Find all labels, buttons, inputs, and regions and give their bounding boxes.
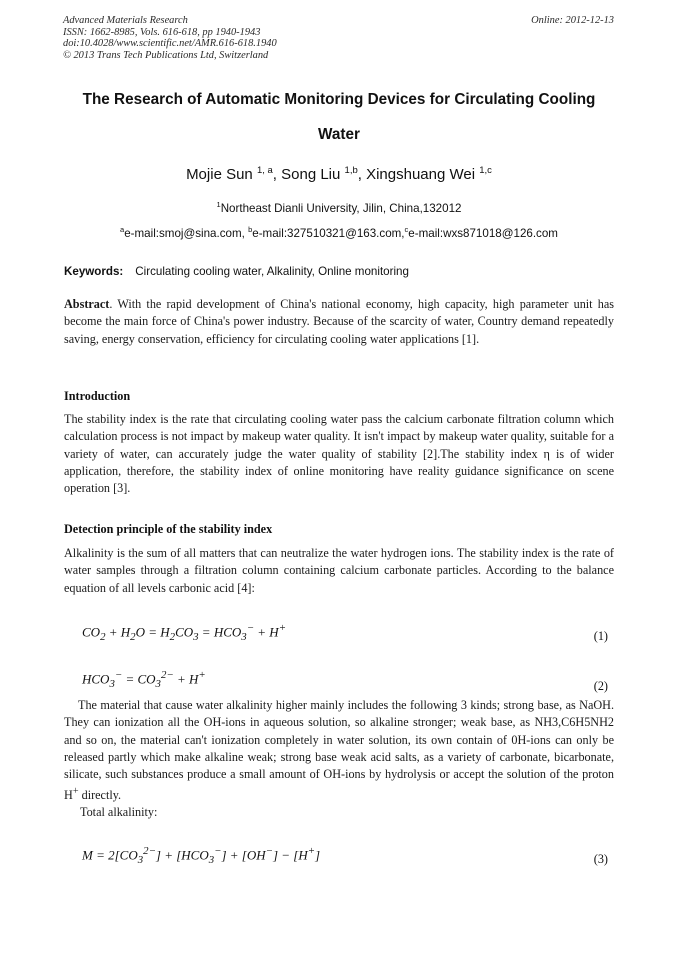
equation-1-number: (1) (593, 629, 608, 643)
author-name: Song Liu (281, 166, 341, 183)
copyright-line: © 2013 Trans Tech Publications Ltd, Switzerland (63, 49, 269, 61)
abstract (64, 296, 614, 348)
author-affil-mark: 1,c (479, 165, 492, 176)
issn-line: ISSN: 1662-8985, Vols. 616-618, pp 1940-1943 (63, 26, 261, 38)
equation-2: $HCO_3^- = CO_3^{2-} + H^+$ (82, 669, 206, 690)
email-mark: a (120, 225, 125, 234)
total-alkalinity-label: Total alkalinity: (80, 805, 158, 819)
affiliation (40, 202, 638, 215)
alkalinity-materials-paragraph (64, 697, 614, 805)
author-affil-mark: 1, a (256, 165, 273, 176)
materials-text-end: directly. (78, 788, 122, 803)
email-link[interactable]: e-mail:wxs871018@126.com (408, 227, 558, 240)
author-list: Mojie Sun $^{1, a}$, Song Liu $^{1,b}$, Xingshuang Wei $^{1,c}$ (186, 165, 492, 183)
keywords (64, 265, 624, 278)
email-mark: b (248, 225, 253, 234)
section-heading-detection: Detection principle of the stability index (64, 522, 273, 536)
equation-3-number: (3) (593, 852, 608, 866)
journal-name: Advanced Materials Research (63, 15, 188, 26)
paper-title-line1: The Research of Automatic Monitoring Devices for Circulating Cooling (82, 91, 596, 108)
online-date: Online: 2012-12-13 (531, 15, 614, 26)
materials-text: The material that cause water alkalinity higher mainly includes the following 3 kinds; strong base, as NaOH. They can ionization all the OH-ions in aqueous solution, so alkaline stronger; weak base, as NH3,C6H5NH2 and so on, the material can't ionization completely in water solution, its own contain of 0H-ions can only be released partly which make alkaline weak; strong base weak acid salts, as a variety of carbonate, bicarbonate, silicate, such substances produce a small amount of OH-ions by hydrolysis or accept the solution of the proton H (64, 698, 614, 803)
detection-paragraph: Alkalinity is the sum of all matters that can neutralize the water hydrogen ions. The stability index is the rate of water samples through a filtration column containing calcium carbonate particles. According to the balance equation of all levels carbonic acid [4]: (64, 546, 614, 595)
author-affil-mark: 1,b (344, 165, 358, 176)
abstract-text: . With the rapid development of China's national economy, high capacity, high parameter unit has become the main force of China's power industry. Because of the scarcity of water, Country demand repeatedly saving, energy conservation, efficiency for circulating cooling water applications [1]. (64, 297, 614, 346)
author-name: Xingshuang Wei (366, 166, 476, 183)
journal-header (63, 15, 483, 61)
author-name: Mojie Sun (186, 166, 253, 183)
equation-1: $CO_2 + H_2O = H_2CO_3 = HCO_3^- + H^+$ (82, 622, 286, 643)
email-link[interactable]: e-mail:327510321@163.com, (252, 227, 405, 240)
introduction-paragraph: The stability index is the rate that circulating cooling water pass the calcium carbonate filtration column which calculation process is not impact by makeup water quality. It isn't impact by makeup water quality, suitable for a variety of water, can accurately judge the water quality of stability [2].The stability index η is of wider application, therefore, the stability index of online monitoring have reality guidance significance on scene operation [3]. (64, 412, 614, 496)
keywords-text: Circulating cooling water, Alkalinity, Online monitoring (135, 265, 409, 278)
equation-3: $M = 2[CO_3^{2-}] + [HCO_3^-] + [OH^-] - [H^+]$ (82, 845, 321, 866)
equation-2-number: (2) (593, 679, 608, 693)
doi-line: doi:10.4028/www.scientific.net/AMR.616-618.1940 (63, 38, 277, 50)
email-list (40, 227, 638, 240)
keywords-label: Keywords: (64, 265, 124, 278)
affiliation-text: Northeast Dianli University, Jilin, China,132012 (220, 202, 462, 215)
section-heading-introduction: Introduction (64, 389, 131, 403)
abstract-label: Abstract (64, 297, 110, 311)
email-link[interactable]: e-mail:smoj@sina.com, (124, 227, 249, 240)
proton-charge: + (72, 786, 79, 798)
paper-title-line2: Water (318, 126, 360, 143)
affiliation-mark: 1 (216, 200, 221, 209)
email-mark: c (404, 225, 409, 234)
